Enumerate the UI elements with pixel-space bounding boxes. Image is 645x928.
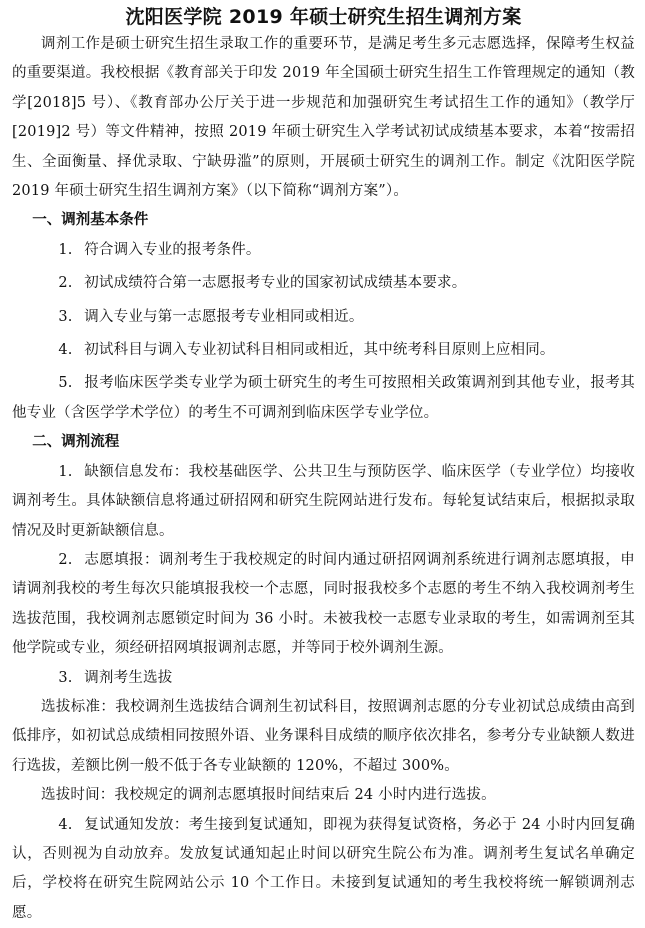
section-heading-conditions: 一、调剂基本条件 (32, 212, 149, 229)
item-text: 调剂考生选拔 (84, 669, 173, 686)
item-number: 2. (58, 275, 73, 292)
condition-item-5 (12, 369, 635, 428)
item-number: 3. (58, 669, 73, 686)
item-number: 4. (58, 342, 73, 359)
item-text: 缺额信息发布：我校基础医学、公共卫生与预防医学、临床医学（专业学位）均接收调剂考生。具体缺额信息将通过研招网和研究生院网站进行发布。每轮复试结束后，根据拟录取情况及时更新缺额信息。 (12, 463, 635, 539)
process-item-1 (12, 458, 635, 546)
item-number: 3. (58, 308, 73, 325)
item-text: 志愿填报：调剂考生于我校规定的时间内通过研招网调剂系统进行调剂志愿填报，申请调剂我校的考生每次只能填报我校一个志愿，同时报我校多个志愿的考生不纳入我校调剂考生选拔范围，我校调剂志愿锁定时间为 36 小时。未被我校一志愿专业录取的考生，如需调剂至其他学院或专业，须经研招网填报调剂志愿，并等同于校外调剂生源。 (12, 551, 635, 657)
item-text: 复试通知发放：考生接到复试通知，即视为获得复试资格，务必于 24 小时内回复确认，否则视为自动放弃。发放复试通知起止时间以研究生院公布为准。调剂考生复试名单确定后，学校将在研究生院网站公示 10 个工作日。未接到复试通知的考生我校将统一解锁调剂志愿。 (12, 816, 635, 921)
item-number: 1. (58, 463, 73, 480)
item-text: 初试成绩符合第一志愿报考专业的国家初试成绩基本要求。 (84, 275, 467, 292)
process-item-3 (12, 664, 635, 693)
document-title: 沈阳医学院 2019 年硕士研究生招生调剂方案 (125, 6, 522, 28)
process-item-4 (12, 811, 635, 928)
item-text: 报考临床医学类专业学为硕士研究生的考生可按照相关政策调剂到其他专业，报考其他专业（含医学学术学位）的考生不可调剂到临床医学专业学位。 (12, 375, 635, 421)
item-number: 1. (58, 241, 73, 258)
section-heading-process: 二、调剂流程 (32, 434, 120, 451)
condition-item-1 (12, 236, 635, 265)
intro-paragraph: 调剂工作是硕士研究生招生录取工作的重要环节，是满足考生多元志愿选择，保障考生权益的重要渠道。我校根据《教育部关于印发 2019 年全国硕士研究生招生工作管理规定的通知（教学[2018]5 号）、《教育部办公厅关于进一步规范和加强研究生考试招生工作的通知》（教学厅[2019]2 号）等文件精神，按照 2019 年硕士研究生入学考试初试成绩基本要求，本着“按需招生、全面衡量、择优录取、宁缺毋滥”的原则，开展硕士研究生的调剂工作。制定《沈阳医学院 2019 年硕士研究生招生调剂方案》（以下简称“调剂方案”）。 (12, 36, 635, 200)
item-number: 4. (58, 816, 73, 833)
condition-item-4 (12, 336, 635, 365)
item-text: 调入专业与第一志愿报考专业相同或相近。 (84, 308, 364, 325)
item-text: 符合调入专业的报考条件。 (84, 241, 261, 258)
item-number: 5. (58, 375, 73, 392)
condition-item-2 (12, 269, 635, 298)
selection-standard-paragraph: 选拔标准：我校调剂生选拔结合调剂生初试科目，按照调剂志愿的分专业初试总成绩由高到低排序，如初试总成绩相同按照外语、业务课科目成绩的顺序依次排名，参考分专业缺额人数进行选拔，差额比例一般不低于各专业缺额的 120%，不超过 300%。 (12, 698, 635, 774)
process-item-2 (12, 546, 635, 664)
item-number: 2. (58, 551, 73, 568)
item-text: 初试科目与调入专业初试科目相同或相近，其中统考科目原则上应相同。 (84, 342, 555, 359)
condition-item-3 (12, 303, 635, 332)
selection-time-paragraph: 选拔时间：我校规定的调剂志愿填报时间结束后 24 小时内进行选拔。 (41, 787, 496, 804)
